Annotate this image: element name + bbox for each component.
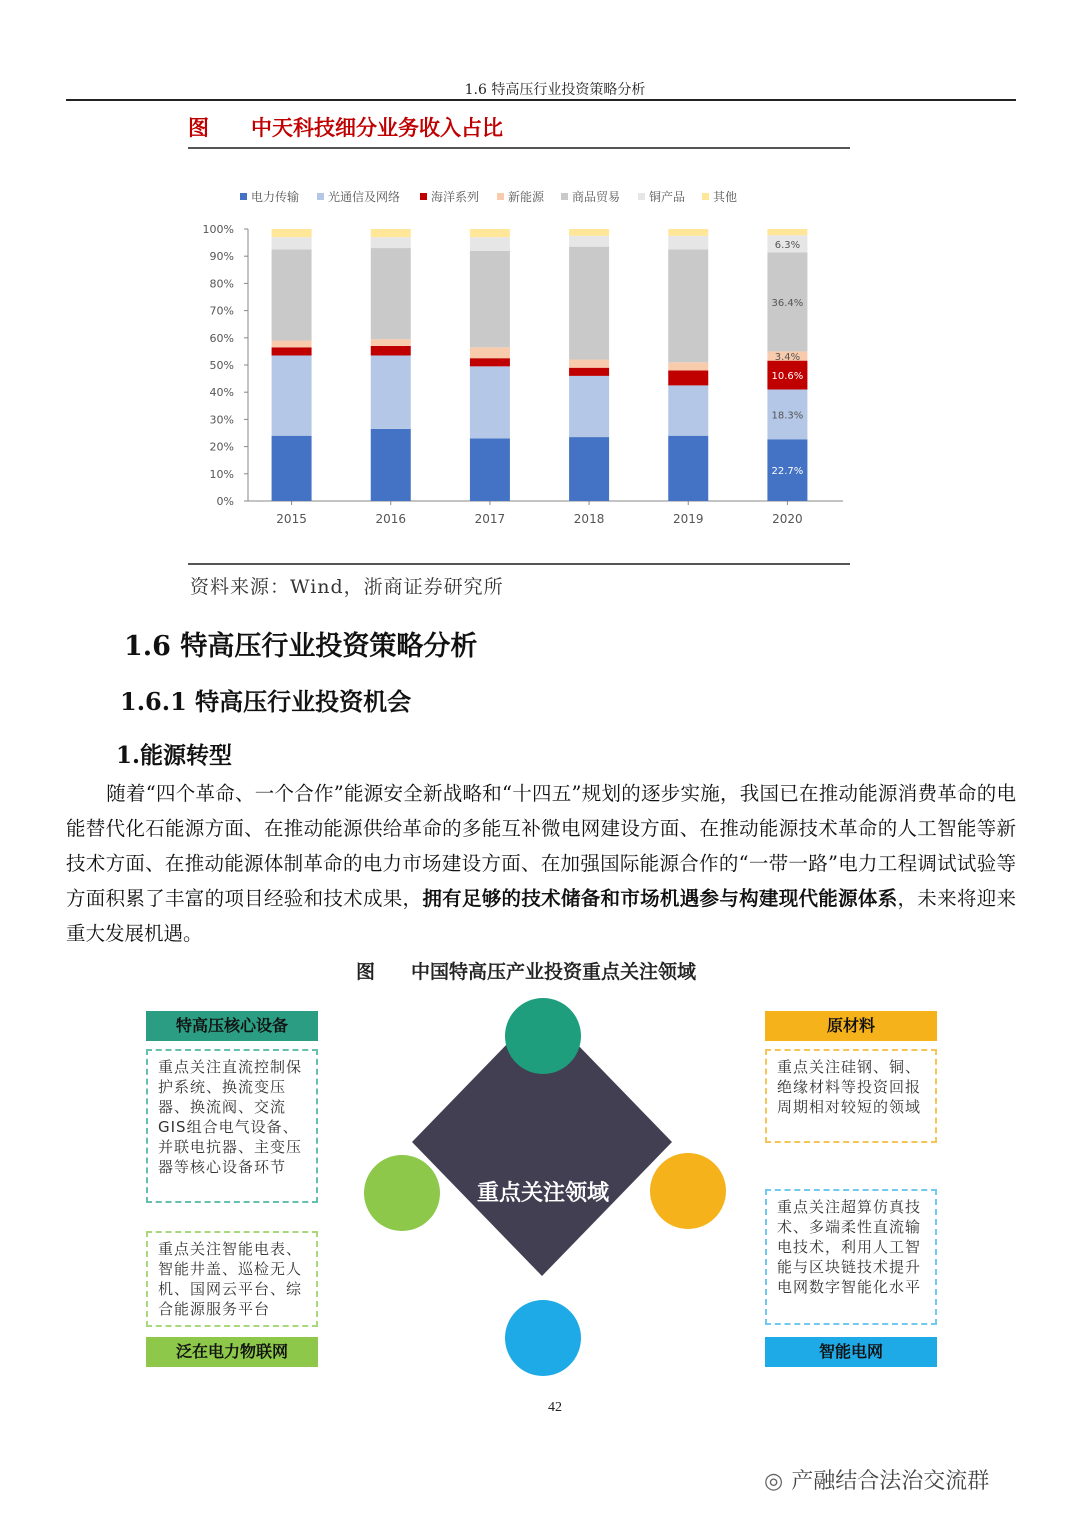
page-number: 42 (548, 1400, 562, 1415)
stacked-bar-chart (188, 160, 850, 560)
bar-2016-3 (371, 339, 411, 346)
iot-title: 泛在电力物联网 (146, 1337, 318, 1367)
legend-label-0: 电力传输 (251, 190, 300, 204)
bar-2016-5 (371, 237, 411, 248)
legend-swatch-6 (702, 193, 709, 200)
bar-2018-0 (569, 437, 609, 501)
x-tick-label-4: 2019 (672, 512, 704, 526)
bar-2019-0 (668, 436, 708, 501)
iot-box: 重点关注智能电表、智能井盖、巡检无人机、国网云平台、综合能源服务平台 (146, 1231, 318, 1327)
data-label-4: 36.4% (771, 297, 804, 309)
bar-2019-1 (668, 385, 708, 435)
bar-2019-4 (668, 249, 708, 362)
legend-swatch-5 (638, 193, 645, 200)
data-label-5: 6.3% (774, 239, 801, 251)
bar-2015-6 (272, 229, 312, 237)
figure1-bottom-rule (188, 563, 850, 565)
footer-brand (764, 1464, 989, 1495)
figure2-caption-title: 中国特高压产业投资重点关注领域 (411, 961, 697, 983)
x-tick-label-5: 2020 (772, 512, 803, 526)
figure1-caption-title: 中天科技细分业务收入占比 (251, 116, 503, 140)
body-paragraph (66, 776, 1016, 951)
figure1-caption-label: 图 (188, 116, 209, 140)
bar-2016-2 (371, 346, 411, 356)
legend-swatch-3 (497, 193, 504, 200)
legend-swatch-2 (420, 193, 427, 200)
y-tick-label-7: 70% (209, 304, 234, 318)
y-tick-label-1: 10% (209, 467, 234, 481)
bar-2017-1 (470, 366, 510, 438)
bar-2019-6 (668, 229, 708, 236)
data-label-3: 3.4% (774, 352, 801, 364)
y-tick-label-6: 60% (209, 331, 234, 345)
bottom-circle (505, 1300, 581, 1376)
bar-2017-6 (470, 229, 510, 237)
bar-2015-5 (272, 237, 312, 249)
smart-grid-title: 智能电网 (765, 1337, 937, 1367)
data-label-0: 22.7% (771, 466, 804, 478)
bar-2017-5 (470, 237, 510, 251)
y-tick-label-9: 90% (209, 250, 234, 264)
y-tick-label-4: 40% (209, 386, 234, 400)
bar-2018-1 (569, 376, 609, 437)
figure2-caption-label: 图 (356, 961, 376, 983)
x-tick-label-0: 2015 (276, 512, 307, 526)
legend-label-5: 铜产品 (649, 190, 686, 204)
figure1-caption (188, 112, 503, 142)
legend-label-4: 商品贸易 (572, 190, 621, 204)
figure2-caption (356, 957, 696, 984)
bar-2018-5 (569, 236, 609, 247)
footer-brand-text: 产融结合法治交流群 (791, 1469, 990, 1494)
legend-label-1: 光通信及网络 (328, 190, 401, 204)
x-tick-label-1: 2016 (375, 512, 407, 526)
figure1-source: 资料来源：Wind，浙商证券研究所 (190, 576, 504, 598)
y-tick-label-3: 30% (209, 413, 234, 427)
bar-2017-2 (470, 358, 510, 366)
diamond-center-label: 重点关注领域 (476, 1181, 609, 1206)
data-label-2: 10.6% (771, 371, 804, 383)
bar-2016-0 (371, 429, 411, 501)
y-tick-label-8: 80% (209, 277, 234, 291)
header-divider (66, 99, 1016, 101)
y-tick-label-10: 100% (202, 223, 234, 236)
x-tick-label-3: 2018 (573, 512, 605, 526)
y-tick-label-0: 0% (216, 495, 234, 508)
y-tick-label-5: 50% (209, 359, 234, 372)
running-header: 1.6 特高压行业投资策略分析 (464, 82, 646, 98)
bar-2017-3 (470, 347, 510, 358)
raw-materials-box: 重点关注硅钢、铜、绝缘材料等投资回报周期相对较短的领域 (765, 1049, 937, 1143)
paragraph-tail: ，未来将迎来重大发展机遇。 (66, 887, 1016, 945)
section-heading: 1.6 特高压行业投资策略分析 (124, 631, 478, 662)
right-circle (650, 1153, 726, 1229)
core-equipment-title: 特高压核心设备 (146, 1011, 318, 1041)
bar-2018-2 (569, 368, 609, 376)
bar-2016-6 (371, 229, 411, 237)
raw-materials-title: 原材料 (765, 1011, 937, 1041)
bar-2019-3 (668, 362, 708, 370)
x-tick-label-2: 2017 (474, 512, 506, 526)
subsection-heading: 1.6.1 特高压行业投资机会 (120, 687, 412, 716)
paragraph-bold: 拥有足够的技术储备和市场机遇参与构建现代能源体系 (422, 887, 898, 910)
left-circle (364, 1155, 440, 1231)
core-equipment-box: 重点关注直流控制保护系统、换流变压器、换流阀、交流GIS组合电气设备、并联电抗器、主变压器等核心设备环节 (146, 1049, 318, 1203)
legend-label-6: 其他 (713, 190, 738, 204)
top-circle (505, 998, 581, 1074)
bar-2015-1 (272, 355, 312, 435)
bar-2019-2 (668, 370, 708, 385)
bar-2017-4 (470, 251, 510, 348)
bar-2019-5 (668, 236, 708, 250)
wechat-icon: ◎ (764, 1469, 784, 1494)
smart-grid-box: 重点关注超算仿真技术、多端柔性直流输电技术，利用人工智能与区块链技术提升电网数字智能化水平 (765, 1189, 937, 1325)
item-heading: 1.能源转型 (116, 742, 233, 769)
bar-2015-0 (272, 436, 312, 501)
y-tick-label-2: 20% (209, 440, 234, 454)
chart-legend (240, 189, 737, 204)
legend-label-3: 新能源 (508, 190, 545, 204)
bar-2015-4 (272, 249, 312, 340)
bar-2015-3 (272, 341, 312, 348)
bar-2020-6 (767, 229, 807, 235)
bar-2018-6 (569, 229, 609, 236)
bar-2016-4 (371, 248, 411, 339)
paragraph-text: 随着“四个革命、一个合作”能源安全新战略和“十四五”规划的逐步实施，我国已在推动能源消费革命的电能替代化石能源方面、在推动能源供给革命的多能互补微电网建设方面、在推动能源技术革命的人工智能等新技术方面、在推动能源体制革命的电力市场建设方面、在加强国际能源合作的“一带一路”电力工程调试试验等方面积累了丰富的项目经验和技术成果， (66, 782, 1016, 910)
legend-swatch-1 (317, 193, 324, 200)
data-label-1: 18.3% (771, 410, 804, 422)
bar-2016-1 (371, 355, 411, 428)
bar-2017-0 (470, 438, 510, 501)
chart-bars (272, 229, 808, 501)
legend-swatch-4 (561, 193, 568, 200)
bar-2018-4 (569, 247, 609, 360)
figure1-top-rule (188, 147, 850, 149)
bar-2018-3 (569, 360, 609, 368)
legend-label-2: 海洋系列 (431, 190, 480, 204)
legend-swatch-0 (240, 193, 247, 200)
bar-2015-2 (272, 347, 312, 355)
